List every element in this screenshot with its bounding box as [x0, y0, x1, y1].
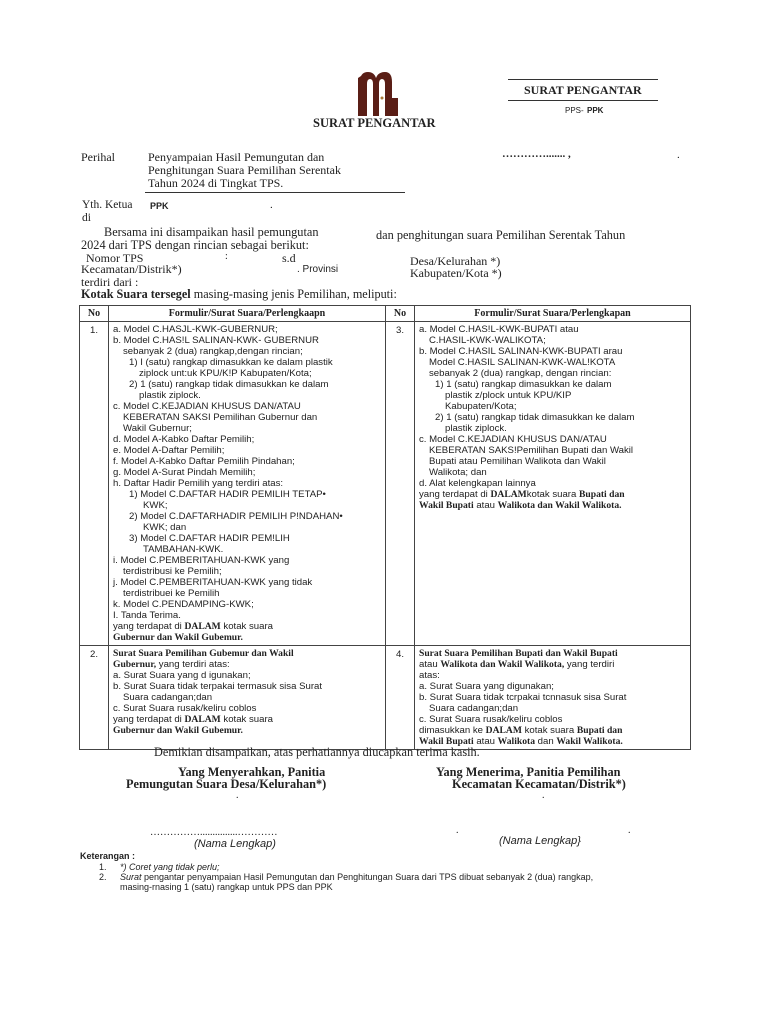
text-span-bold: Wakil Bupati: [419, 500, 474, 511]
row1-left-cell: [109, 322, 386, 646]
list-item: Model C.HASIL SALINAN-KWK-WAL!KOTA: [429, 357, 616, 368]
note2-text-rest: pengantar penyampaian Hasil Pemungutan dan Penghitungan Suara dari TPS dibuat sebanyak 2 (dua) rangkap,: [141, 872, 594, 882]
kabupaten-label: Kabupaten/Kota *): [410, 266, 502, 280]
row2-right-cell: [415, 646, 691, 750]
list-item: [113, 714, 381, 725]
list-item: f. Model A-Kabko Daftar Pemilih Pindahan;: [113, 456, 295, 467]
right-signer-name: (Nama Lengkap}: [499, 835, 581, 847]
text-span: yang terdapat di: [113, 714, 185, 725]
list-item: g. Model A-Surat Pindah Memilih;: [113, 467, 256, 478]
perihal-line1: Penyampaian Hasil Pemungutan dan: [148, 150, 325, 164]
title-box-top-line: [508, 79, 658, 80]
list-item: c. Surat Suara rusak/keliru coblos: [113, 703, 257, 714]
th-form-left: Formulir/Surat Suara/Perlengkaapn: [109, 306, 386, 322]
list-item: [113, 659, 381, 670]
list-item: KWK;: [143, 500, 168, 511]
text-span-bold: Walikota: [497, 736, 535, 747]
title-main: SURAT PENGANTAR: [313, 116, 436, 130]
text-span: yang terdiri atas:: [156, 659, 230, 670]
list-item: Suara cadangan;dan: [429, 703, 519, 714]
note1-text: *) Coret yang tidak perlu;: [120, 862, 220, 872]
list-item: Kabupaten/Kota;: [445, 401, 517, 412]
note2-text-italic: Surat: [120, 872, 142, 882]
list-item: 2) 1 (satu) rangkap tidak dimasukkan ke dalam: [129, 379, 329, 390]
list-item: i. Model C.PEMBERITAHUAN-KWK yang: [113, 555, 290, 566]
list-item: terdistribusi ke Pemilih;: [123, 566, 222, 577]
list-item: k. Model C.PENDAMPING-KWK;: [113, 599, 254, 610]
list-item: [113, 621, 381, 632]
list-item: [419, 725, 686, 736]
note2-text-line2: masing-rnasing 1 (satu) rangkap untuk PPS dan PPK: [120, 882, 333, 892]
nomor-tps: Nomor TPS: [86, 251, 144, 265]
text-span: kotak suara: [521, 725, 577, 736]
right-signature-dot-a: .: [456, 825, 459, 836]
items-table: [79, 305, 691, 750]
body-para-left: Bersama ini disampaikan hasil pemungutan: [104, 225, 319, 239]
ppk-label: PPK: [587, 106, 604, 115]
perihal-line3: Tahun 2024 di Tingkat TPS.: [148, 176, 284, 190]
list-item: Gubernur dan Wakil Gubemur.: [113, 725, 243, 736]
list-item: KEBERATAN SAKSI Pemilihan Gubernur dan: [123, 412, 318, 423]
list-item: a. Model C.HASJL-KWK-GUBERNUR;: [113, 324, 278, 335]
date-dots: …………....... ,: [502, 148, 571, 160]
body-para-line2: 2024 dari TPS dengan rincian sebagai berikut:: [81, 238, 309, 252]
list-item: KWK; dan: [143, 522, 187, 533]
text-span: atau: [419, 659, 441, 670]
th-form-right: Formulir/Surat Suara/Perlengkapan: [415, 306, 691, 322]
list-item: d. Alat kelengkapan lainnya: [419, 478, 536, 489]
right-signature-dot-b: .: [628, 825, 631, 836]
list-item: c. Surat Suara rusak/keliru coblos: [419, 714, 563, 725]
text-span: kotak suara: [220, 621, 273, 632]
list-item: b. Surat Suara tidak terpakai termasuk sisa Surat: [113, 681, 323, 692]
list-item: Surat Suara Pemilihan Gubemur dan Wakil: [113, 648, 294, 659]
list-item: 2) Model C.DAFTARHADIR PEMILIH P!NDAHAN•: [129, 511, 343, 522]
terdiri-label: terdiri dari :: [81, 275, 139, 289]
title-box-bottom-line: [508, 100, 658, 101]
right-signer-title2: Kecamatan Kecamatan/Distrik*): [452, 777, 626, 791]
list-item: Walikota; dan: [429, 467, 487, 478]
note2-number: 2.: [99, 872, 107, 882]
list-item: b. Model C.HASIL SALINAN-KWK-BUPATI arau: [419, 346, 623, 357]
list-item: c. Model C.KEJADIAN KHUSUS DAN/ATAU: [419, 434, 607, 445]
list-item: ziplock unt:uk KPU/K!P Kabupaten/Kota;: [139, 368, 312, 379]
text-span-bold: Wakil Walikota.: [556, 736, 623, 747]
list-item: Wakil Gubernur;: [123, 423, 192, 434]
list-item: atas:: [419, 670, 440, 681]
kotak-rest: masing-masing jenis Pemilihan, meliputi:: [190, 287, 397, 301]
list-item: plastik ziplock.: [445, 423, 507, 434]
note1-number: 1.: [99, 862, 107, 872]
perihal-label: Perihal: [81, 150, 115, 164]
list-item: j. Model C.PEMBERITAHUAN-KWK yang tidak: [113, 577, 313, 588]
row2-left-cell: [109, 646, 386, 750]
text-span-bold: Bupati dan: [576, 725, 623, 736]
notes-label: Keterangan :: [80, 851, 136, 861]
list-item: h. Daftar Hadir Pemilih yang terdiri atas:: [113, 478, 284, 489]
note2-text: [120, 872, 593, 882]
left-signer-dot: .: [236, 790, 239, 801]
list-item: plastik z/plock untuk KPU/KIP: [445, 390, 572, 401]
text-span: dimasukkan ke: [419, 725, 486, 736]
row1-right-cell: [415, 322, 691, 646]
list-item: plastik ziplock.: [139, 390, 201, 401]
list-item: b. Surat Suara tidak tcrpakai tcnnasuk sisa Surat: [419, 692, 627, 703]
list-item: 3) Model C.DAFTAR HADIR PEM!LIH: [129, 533, 290, 544]
kotak-line: [81, 287, 397, 302]
pps-label: PPS-: [565, 106, 584, 115]
text-span-bold: Walikota dan Wakil Walikota.: [497, 500, 622, 511]
list-item: I. Tanda Terima.: [113, 610, 181, 621]
text-span-bold: Gubernur,: [113, 659, 157, 670]
body-para-right: dan penghitungan suara Pemilihan Serentak Tahun: [376, 228, 626, 242]
left-signature-dots: ……………...............…………: [150, 827, 278, 838]
right-signer-dot: .: [542, 790, 545, 801]
list-item: terdistribuei ke Pemilih: [123, 588, 220, 599]
list-item: 1) I (satu) rangkap dimasukkan ke dalam plastik: [129, 357, 333, 368]
text-span: atau: [473, 736, 498, 747]
text-span: atau: [473, 500, 498, 511]
text-span-bold: DALAM: [184, 621, 221, 632]
text-span: yang terdiri: [564, 659, 615, 670]
title-box: SURAT PENGANTAR: [524, 83, 642, 97]
list-item: sebanyak 2 (dua) rangkap,dengan rincian;: [123, 346, 303, 357]
desa-label: Desa/Kelurahan *): [410, 254, 501, 268]
recipient-dot: .: [270, 199, 273, 211]
list-item: 2) 1 (satu) rangkap tidak dimasukkan ke dalam: [435, 412, 635, 423]
list-item: [419, 659, 686, 670]
list-item: e. Model A-Daftar Pemilih;: [113, 445, 225, 456]
th-no-right: No: [386, 306, 415, 322]
provinsi-label: . Provinsi: [297, 264, 339, 275]
text-span: dan: [535, 736, 557, 747]
list-item: a. Model C.HAS!L-KWK-BUPATI atau: [419, 324, 579, 335]
row2-no-right: 4.: [386, 646, 415, 750]
right-signer-title1: Yang Menerima, Panitia Pemilihan: [436, 765, 621, 779]
list-item: sebanyak 2 (dua) rangkap, dengan rincian:: [429, 368, 612, 379]
list-item: [419, 500, 686, 511]
left-signer-title1: Yang Menyerahkan, Panitia: [178, 765, 326, 779]
list-item: C.HASIL-KWK-WALIKOTA;: [429, 335, 546, 346]
list-item: 1) Model C.DAFTAR HADIR PEMILIH TETAP•: [129, 489, 326, 500]
list-item: Bupati atau Pemilihan Walikota dan Wakil: [429, 456, 606, 467]
perihal-line2: Penghitungan Suara Pemilihan Serentak: [148, 163, 341, 177]
list-item: c. Model C.KEJADIAN KHUSUS DAN/ATAU: [113, 401, 301, 412]
text-span: yang terdapat di: [113, 621, 185, 632]
list-item: a. Surat Suara yang d igunakan;: [113, 670, 251, 681]
nomor-colon: :: [225, 251, 228, 262]
row1-no-right: 3.: [386, 322, 415, 646]
text-span: kotak suara: [526, 489, 579, 500]
text-span-bold: DALAM: [184, 714, 221, 725]
date-dot2: .: [677, 149, 680, 161]
list-item: d. Model A-Kabko Daftar Pemilih;: [113, 434, 255, 445]
list-item: KEBERATAN SAKS!Pemilihan Bupati dan Wakil: [429, 445, 634, 456]
list-item: b. Model C.HAS!L SALINAN-KWK- GUBERNUR: [113, 335, 319, 346]
text-span-bold: DALAM: [490, 489, 527, 500]
kotak-bold: Kotak Suara tersegel: [81, 287, 191, 301]
list-item: 1) 1 (satu) rangkap dimasukkan ke dalam: [435, 379, 612, 390]
row2-no-left: 2.: [80, 646, 109, 750]
sd-label: s.d: [282, 251, 296, 265]
list-item: Gubernur dan Wakil Gubemur.: [113, 632, 243, 643]
text-span-bold: Walikota dan Wakil Walikota,: [440, 659, 565, 670]
ppk-recipient: PPK: [150, 201, 169, 211]
list-item: Suara cadangan;dan: [123, 692, 213, 703]
row1-no-left: 1.: [80, 322, 109, 646]
di-label: di: [82, 212, 91, 224]
text-span-bold: Wakil Bupati: [419, 736, 474, 747]
th-no-left: No: [80, 306, 109, 322]
list-item: Surat Suara Pemilihan Bupati dan Wakil Bupati: [419, 648, 618, 659]
text-span-bold: Bupati dan: [579, 489, 625, 500]
list-item: a. Surat Suara yang digunakan;: [419, 681, 554, 692]
kecamatan-label: Kecamatan/Distrik*): [81, 262, 182, 276]
list-item: [419, 489, 686, 500]
left-signer-name: (Nama Lengkap): [194, 838, 276, 850]
perihal-underline: [145, 192, 405, 193]
closing-text: Demikian disampaikan, atas perhatiannya diucapkan terima kasih.: [154, 745, 480, 759]
logo-m: [356, 68, 404, 118]
text-span: yang terdapat di: [419, 489, 491, 500]
yth-label: Yth. Ketua: [82, 199, 133, 211]
text-span: kotak suara: [220, 714, 273, 725]
text-span-bold: DALAM: [485, 725, 522, 736]
list-item: TAMBAHAN-KWK.: [143, 544, 224, 555]
left-signer-title2: Pemungutan Suara Desa/Kelurahan*): [126, 777, 327, 791]
